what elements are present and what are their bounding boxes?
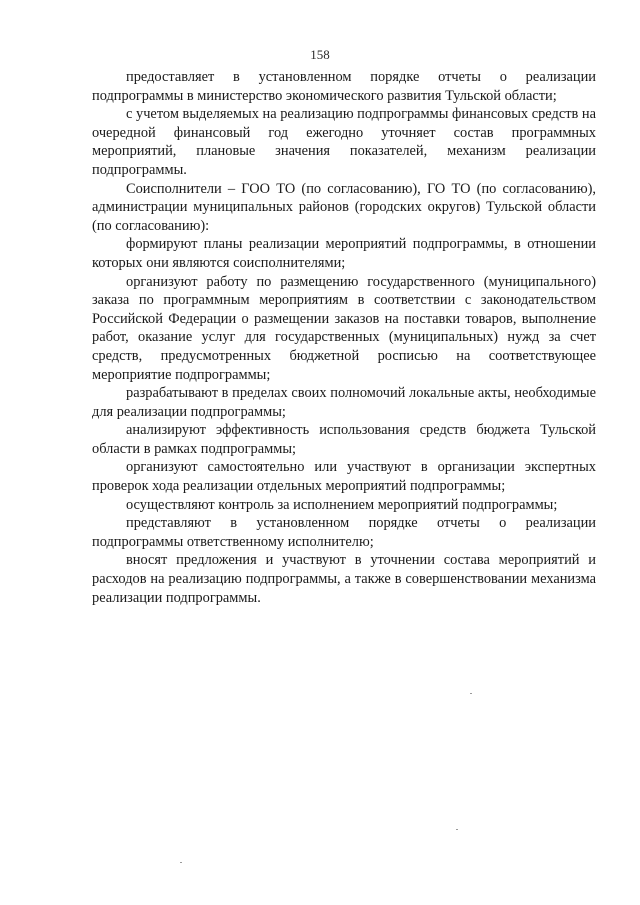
paragraph-reports-to-executor: представляют в установленном порядке отчеты о реализации подпрограммы ответственному исполнителю; xyxy=(92,515,596,550)
paragraph-form-plans: формируют планы реализации мероприятий подпрограммы, в отношении которых они являются соисполнителями; xyxy=(92,236,596,271)
paragraph-budget-efficiency: анализируют эффективность использования средств бюджета Тульской области в рамках подпрограммы; xyxy=(92,422,596,457)
scan-speck xyxy=(470,693,472,694)
page-number: 158 xyxy=(310,47,330,62)
paragraph-proposals: вносят предложения и участвуют в уточнении состава мероприятий и расходов на реализацию подпрограммы, а также в совершенствовании механизма реализации подпрограммы. xyxy=(92,552,596,606)
paragraph-expert-checks: организуют самостоятельно или участвуют в организации экспертных проверок хода реализации отдельных мероприятий подпрограммы; xyxy=(92,459,596,495)
paragraph-report-to-ministry: предоставляет в установленном порядке отчеты о реализации подпрограммы в министерство экономического развития Тульской области; xyxy=(92,69,596,104)
paragraph-co-executors: Соисполнители – ГОО ТО (по согласованию), ГО ТО (по согласованию), администрации муниципальных районов (городских округов) Тульской области (по согласованию): xyxy=(92,180,596,234)
paragraph-organize-procurement: организуют работу по размещению государственного (муниципального) заказа по программным мероприятиям в соответствии с законодательством Российской Федерации о размещении заказов на поставки товаров, выполнение работ, оказание услуг для государственных (муниципальных) нужд за счет средств, предусмотренных бюджетной росписью на соответствующее мероприятие подпрограммы; xyxy=(92,273,596,383)
scan-speck xyxy=(180,862,182,863)
paragraph-local-acts: разрабатывают в пределах своих полномочий локальные акты, необходимые для реализации подпрограммы; xyxy=(92,385,596,420)
paragraph-control: осуществляют контроль за исполнением мероприятий подпрограммы; xyxy=(126,496,558,513)
document-body xyxy=(92,68,596,607)
scan-speck xyxy=(456,829,458,830)
paragraph-annual-update: с учетом выделяемых на реализацию подпрограммы финансовых средств на очередной финансовый год ежегодно уточняет состав программных мероприятий, плановые значения показателей, механизм реализации подпрограммы. xyxy=(92,106,596,178)
